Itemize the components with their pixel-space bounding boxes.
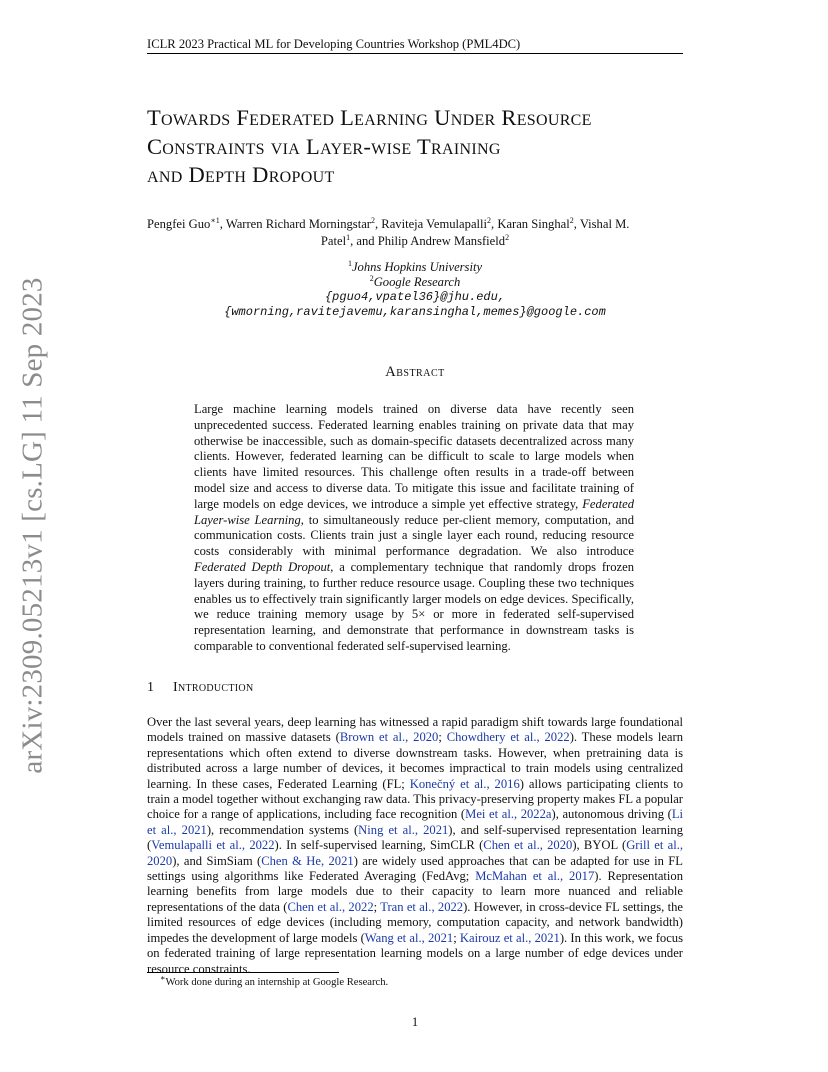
abstract-emphasis: Federated Layer-wise Learning bbox=[194, 496, 634, 527]
affiliation-name: Johns Hopkins University bbox=[351, 260, 483, 274]
citation-link[interactable]: McMahan et al., 2017 bbox=[475, 869, 595, 884]
author-superscript: 2 bbox=[569, 215, 574, 225]
arxiv-stamp bbox=[8, 276, 58, 774]
citation-link[interactable]: Kairouz et al., 2021 bbox=[459, 930, 560, 945]
citation-link[interactable]: Vemulapalli et al., 2022 bbox=[151, 838, 275, 853]
author-name: , Vishal M. bbox=[573, 217, 630, 231]
intro-paragraph bbox=[147, 715, 683, 977]
introduction-body bbox=[147, 715, 683, 977]
citation-link[interactable]: Grill et al., 2020 bbox=[147, 838, 683, 868]
citation-link[interactable]: Chen et al., 2022 bbox=[287, 899, 374, 914]
footnote bbox=[160, 973, 660, 990]
intro-text: ) are widely used approaches that can be adapted for use in FL settings using algorithms like Federated Averaging (FedAvg; bbox=[147, 853, 683, 884]
citation-link[interactable]: Mei et al., 2022a bbox=[465, 807, 552, 822]
section-heading-introduction bbox=[147, 680, 683, 696]
citation-link[interactable]: Chen & He, 2021 bbox=[261, 853, 354, 868]
footnote-mark: ∗ bbox=[160, 973, 166, 983]
title-line-1: Towards Federated Learning Under Resource bbox=[147, 105, 592, 130]
citation-link[interactable]: Chen et al., 2020 bbox=[483, 838, 573, 853]
section-title: Introduction bbox=[173, 680, 254, 695]
intro-text: ). However, in cross-device FL settings, the limited resources of edge devices (including memory, computation capacity, and network bandwidth) impedes the development of large models ( bbox=[147, 899, 684, 945]
citation-link[interactable]: Ning et al., 2021 bbox=[358, 822, 449, 837]
author-line-2 bbox=[147, 233, 683, 250]
author-superscript: 2 bbox=[371, 215, 375, 225]
affiliation-name: Google Research bbox=[373, 275, 461, 289]
abstract-text: Large machine learning models trained on diverse data have recently seen unprecedented success. Federated learning enables training on private data that may otherwise be inaccessible, such as domain-specific datasets decentralized across many clients. However, federated learning can be difficult to scale to large models when clients have limited resources. This challenge often results in a trade-off between model size and access to diverse data. To mitigate this issue and facilitate training of large models on edge devices, we introduce a simple yet effective strategy, bbox=[194, 402, 634, 511]
paper-title bbox=[147, 104, 707, 190]
intro-text: ). In this work, we focus on federated training of large representation learning models on a large number of edge devices under resource constraints. bbox=[147, 930, 683, 976]
author-superscript: 2 bbox=[505, 232, 510, 242]
intro-text: ), BYOL ( bbox=[572, 838, 627, 853]
citation-link[interactable]: Li et al., 2021 bbox=[147, 807, 684, 837]
intro-text: ; bbox=[373, 899, 381, 914]
author-name: , Warren Richard Morningstar bbox=[219, 217, 371, 231]
intro-text: ), and SimSiam ( bbox=[172, 853, 262, 868]
affiliation-2 bbox=[147, 275, 683, 290]
header-rule bbox=[147, 53, 683, 54]
abstract-text: , to simultaneously reduce per-client memory, computation, and communication costs. Clients train just a single layer each round, reducing resource costs considerably with minimal performance degradation. We also introduce bbox=[194, 512, 634, 559]
author-name: Pengfei Guo bbox=[147, 217, 211, 231]
title-line-3: and Depth Dropout bbox=[147, 162, 335, 188]
abstract-text: , a complementary technique that randomly drops frozen layers during training, to further reduce resource usage. Coupling these two techniques enables us to effectively train significantly larger models on edge devices. Specifically, we reduce training memory usage by 5× or more in federated self-supervised representation learning, and demonstrate that performance in downstream tasks is comparable to conventional federated self-supervised learning. bbox=[194, 559, 635, 653]
abstract-paragraph bbox=[194, 402, 634, 655]
intro-text: ; bbox=[438, 730, 447, 745]
author-name: , Raviteja Vemulapalli bbox=[375, 217, 488, 231]
email-jhu: {pguo4,vpatel36}@jhu.edu, bbox=[324, 290, 506, 304]
intro-text: ). In self-supervised learning, SimCLR ( bbox=[274, 838, 484, 853]
running-header: ICLR 2023 Practical ML for Developing Countries Workshop (PML4DC) bbox=[147, 37, 521, 51]
intro-text: ), and self-supervised representation learning ( bbox=[147, 822, 684, 853]
footnote-text: Work done during an internship at Google Research. bbox=[165, 977, 389, 988]
author-superscript: ∗1 bbox=[210, 215, 220, 225]
affiliation-superscript: 1 bbox=[347, 258, 352, 268]
citation-link[interactable]: Konečný et al., 2016 bbox=[409, 776, 520, 791]
citation-link[interactable]: Chowdhery et al., 2022 bbox=[446, 730, 570, 745]
footnote-rule bbox=[147, 972, 339, 973]
author-superscript: 2 bbox=[487, 215, 492, 225]
author-list bbox=[147, 216, 683, 250]
intro-text: Over the last several years, deep learning has witnessed a rapid paradigm shift towards large foundational models trained on massive datasets ( bbox=[147, 715, 683, 745]
page-number: 1 bbox=[411, 1015, 419, 1029]
intro-text: ; bbox=[453, 930, 460, 945]
abstract-emphasis: Federated Depth Dropout bbox=[194, 559, 331, 574]
citation-link[interactable]: Brown et al., 2020 bbox=[339, 730, 439, 745]
abstract-heading: Abstract bbox=[385, 364, 445, 380]
affiliation-superscript: 2 bbox=[369, 273, 374, 283]
intro-text: ). Representation learning benefits from large models due to their capacity to learn more nuanced and reliable representations of the data ( bbox=[147, 869, 684, 914]
affiliations bbox=[147, 260, 683, 320]
title-line-2: Constraints via Layer-wise Training bbox=[147, 133, 501, 159]
author-name: , Karan Singhal bbox=[491, 217, 570, 231]
email-google: {wmorning,ravitejavemu,karansinghal,memes}@google.com bbox=[224, 305, 606, 319]
section-number: 1 bbox=[147, 680, 154, 695]
arxiv-id-text: arXiv:2309.05213v1 [cs.LG] 11 Sep 2023 bbox=[16, 276, 49, 774]
citation-link[interactable]: Tran et al., 2022 bbox=[380, 899, 464, 914]
intro-text: ), autonomous driving ( bbox=[551, 807, 672, 822]
intro-text: ), recommendation systems ( bbox=[206, 822, 359, 837]
intro-text: ). These models learn representations which often extend to diverse downstream tasks. However, when pretraining data is distributed across a large number of devices, it becomes impractical to train models using centralized learning. In these cases, Federated Learning (FL; bbox=[147, 730, 683, 791]
affiliation-1 bbox=[147, 260, 683, 275]
author-superscript: 1 bbox=[346, 232, 351, 242]
author-name: , and Philip Andrew Mansfield bbox=[350, 234, 506, 248]
intro-text: ) allows participating clients to train a model together without exchanging raw data. This privacy-preserving property makes FL a popular choice for a range of applications, including face recognition ( bbox=[147, 776, 683, 822]
abstract-body bbox=[194, 402, 634, 655]
author-name: Patel bbox=[320, 234, 347, 248]
citation-link[interactable]: Wang et al., 2021 bbox=[364, 930, 454, 945]
author-line-1 bbox=[147, 216, 683, 233]
